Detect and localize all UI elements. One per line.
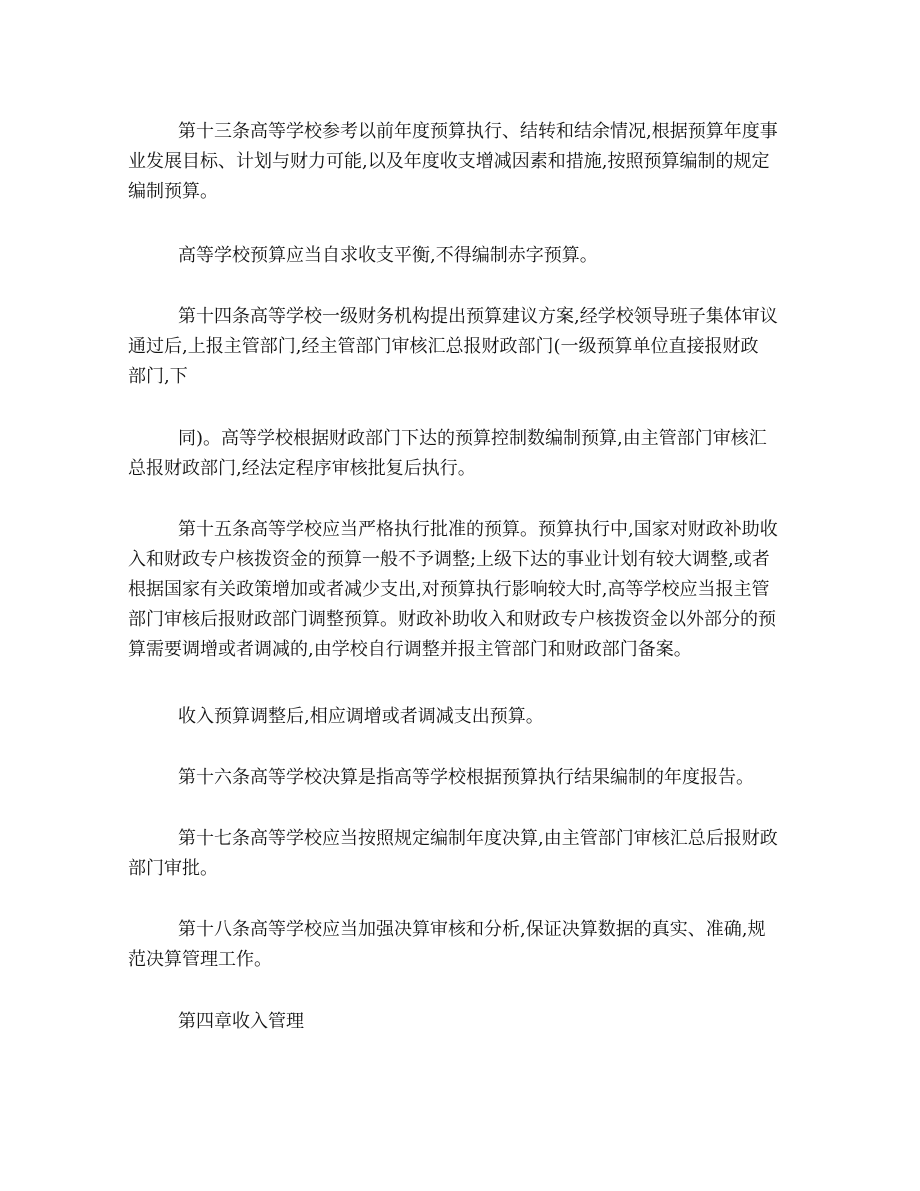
text-line: 同)。高等学校根据财政部门下达的预算控制数编制预算,由主管部门审核汇 [178, 428, 767, 449]
text-line: 编制预算。 [128, 181, 218, 202]
paragraph-article-18 [128, 915, 798, 975]
text-line: 算需要调增或者调减的,由学校自行调整并报主管部门和财政部门备案。 [128, 639, 692, 660]
text-line: 部门,下 [128, 366, 188, 387]
text-line: 第十五条高等学校应当严格执行批准的预算。预算执行中,国家对财政补助收 [178, 519, 778, 540]
text-line: 第十七条高等学校应当按照规定编制年度决算,由主管部门审核汇总后报财政 [178, 828, 778, 849]
text-line: 业发展目标、计划与财力可能,以及年度收支增减因素和措施,按照预算编制的规定 [128, 151, 770, 172]
paragraph-article-13 [128, 117, 798, 207]
paragraph-balance-requirement [128, 241, 798, 271]
text-line: 第十四条高等学校一级财务机构提出预算建议方案,经学校领导班子集体审议 [178, 306, 778, 327]
text-line: 收入预算调整后,相应调增或者调减支出预算。 [178, 706, 544, 727]
text-line: 范决算管理工作。 [128, 949, 272, 970]
text-line: 根据国家有关政策增加或者减少支出,对预算执行影响较大时,高等学校应当报主管 [128, 579, 770, 600]
paragraph-article-14-continued [128, 424, 798, 484]
text-line: 第十三条高等学校参考以前年度预算执行、结转和结余情况,根据预算年度事 [178, 121, 778, 142]
text-line: 总报财政部门,经法定程序审核批复后执行。 [128, 458, 476, 479]
text-line: 部门审核后报财政部门调整预算。财政补助收入和财政专户核拨资金以外部分的预 [128, 609, 776, 630]
paragraph-income-adjustment [128, 702, 798, 732]
text-line: 高等学校预算应当自求收支平衡,不得编制赤字预算。 [178, 245, 598, 266]
paragraph-article-16 [128, 763, 798, 793]
text-line: 第十八条高等学校应当加强决算审核和分析,保证决算数据的真实、准确,规 [178, 919, 766, 940]
paragraph-article-14 [128, 302, 798, 392]
text-line: 第十六条高等学校决算是指高等学校根据预算执行结果编制的年度报告。 [178, 767, 754, 788]
paragraph-article-17 [128, 824, 798, 884]
text-line: 入和财政专户核拨资金的预算一般不予调整;上级下达的事业计划有较大调整,或者 [128, 549, 770, 570]
chapter-heading [128, 1007, 798, 1037]
chapter-title: 第四章收入管理 [178, 1011, 304, 1032]
paragraph-article-15 [128, 515, 798, 665]
text-line: 通过后,上报主管部门,经主管部门审核汇总报财政部门(一级预算单位直接报财政 [128, 336, 759, 357]
text-line: 部门审批。 [128, 858, 218, 879]
